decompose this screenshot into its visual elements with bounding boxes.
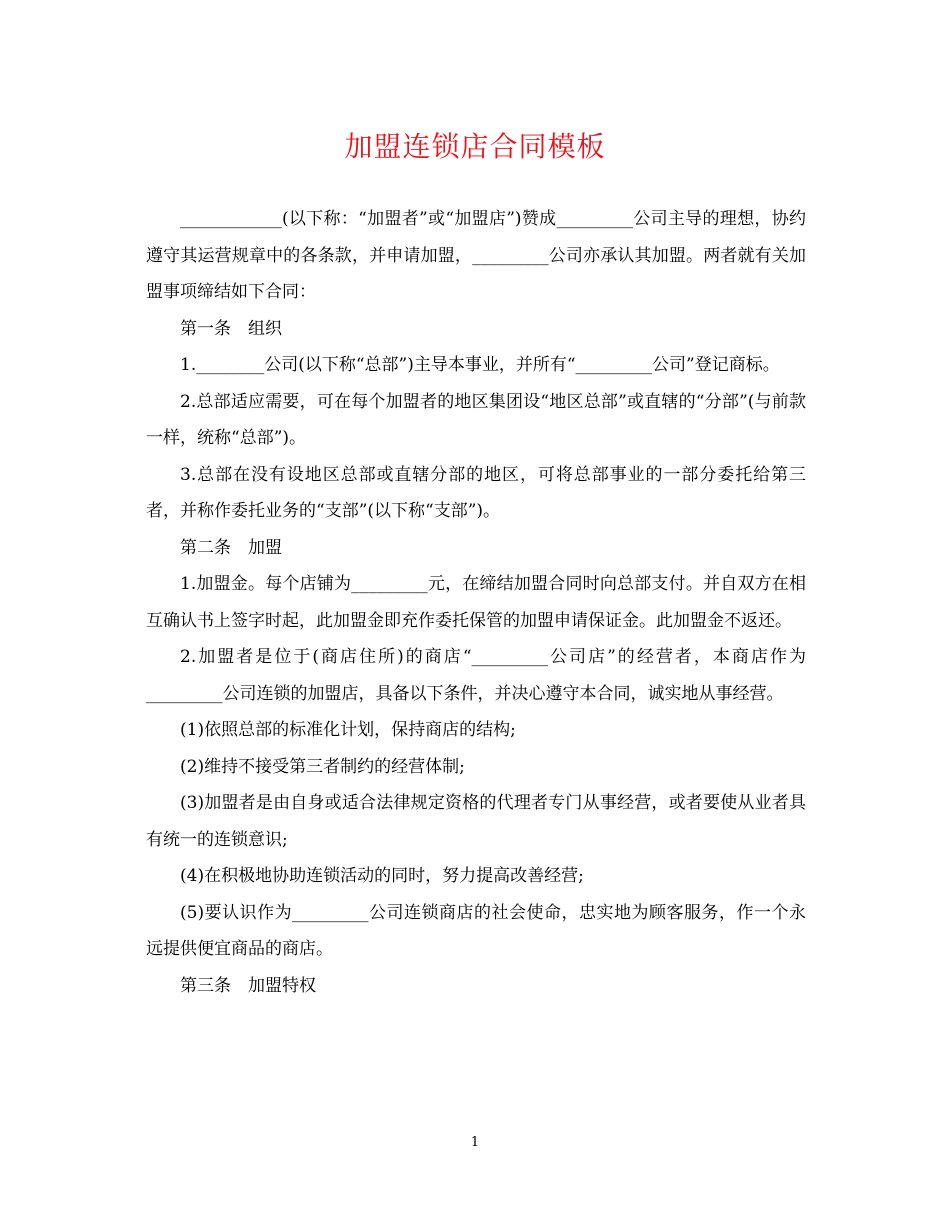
condition-item: (1)依照总部的标准化计划，保持商店的结构; — [180, 720, 516, 740]
condition-item: (2)维持不接受第三者制约的经营体制; — [180, 756, 465, 777]
article-heading-2: 第二条 加盟 — [180, 537, 282, 558]
document-body — [146, 201, 806, 1004]
clause-paragraph: 1.加盟金。每个店铺为_________元，在缔结加盟合同时向总部支付。并自双方在相互确认书上签字时起，此加盟金即充作委托保管的加盟申请保证金。此加盟金不返还。 — [146, 574, 806, 631]
clause-paragraph: 2.加盟者是位于(商店住所)的商店“_________公司店”的经营者，本商店作为_________公司连锁的加盟店，具备以下条件，并决心遵守本合同，诚实地从事经营。 — [146, 647, 806, 704]
condition-item: (4)在积极地协助连锁活动的同时，努力提高改善经营; — [180, 866, 584, 886]
article-heading-3: 第三条 加盟特权 — [180, 975, 316, 996]
intro-paragraph: ____________(以下称：“加盟者”或“加盟店”)赞成_________公司主导的理想，协约遵守其运营规章中的各条款，并申请加盟，_________公司亦承认其加盟。两者就有关加盟事项缔结如下合同： — [146, 209, 806, 302]
article-heading-1: 第一条 组织 — [180, 318, 282, 339]
page-number: 1 — [470, 1135, 480, 1150]
document-title: 加盟连锁店合同模板 — [344, 130, 606, 163]
clause-paragraph: 3.总部在没有设地区总部或直辖分部的地区，可将总部事业的一部分委托给第三者，并称作委托业务的“支部”(以下称“支部”)。 — [146, 464, 806, 521]
clause-paragraph: 1.________公司(以下称“总部”)主导本事业，并所有“_________公司”登记商标。 — [180, 355, 780, 375]
condition-item: (3)加盟者是由自身或适合法律规定资格的代理者专门从事经营，或者要使从业者具有统一的连锁意识; — [146, 793, 806, 850]
clause-paragraph: 2.总部适应需要，可在每个加盟者的地区集团设“地区总部”或直辖的“分部”(与前款一样，统称“总部”)。 — [146, 391, 806, 448]
condition-item: (5)要认识作为_________公司连锁商店的社会使命，忠实地为顾客服务，作一个永远提供便宜商品的商店。 — [146, 902, 806, 959]
